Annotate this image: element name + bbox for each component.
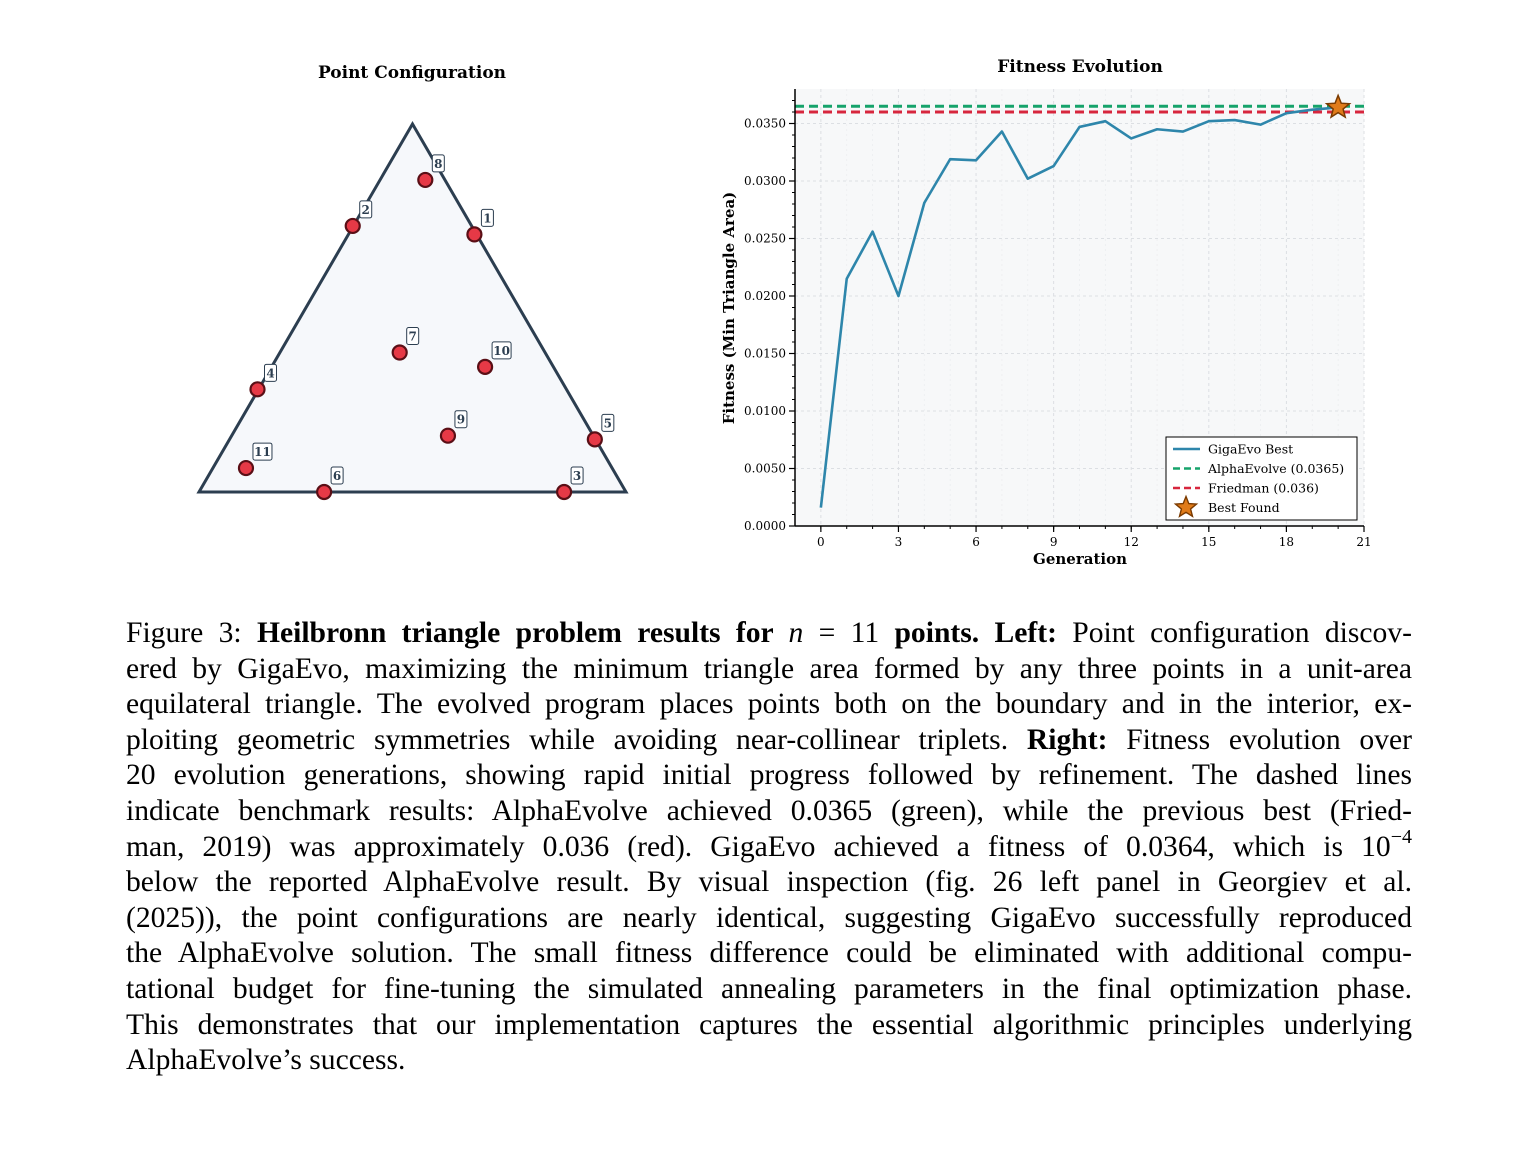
caption-segment: equilateral triangle. The evolved program places points both on the boundary and in the interior, ex-	[126, 688, 1412, 721]
point-marker	[467, 227, 481, 241]
point-label: 7	[408, 329, 417, 344]
x-tick-label: 3	[894, 535, 903, 549]
caption-segment: ploiting geometric symmetries while avoiding near-collinear triplets.	[126, 723, 1027, 756]
caption-line	[126, 616, 1412, 652]
caption-segment: Right:	[1026, 723, 1108, 756]
y-tick-label: 0.0150	[744, 346, 786, 361]
caption-line	[126, 652, 1412, 688]
y-tick-label: 0.0100	[744, 404, 786, 418]
caption-line	[126, 687, 1412, 723]
caption-segment: This demonstrates that our implementation captures the essential algorithmic principles underlying	[126, 1008, 1412, 1041]
point-label: 10	[493, 343, 510, 358]
legend-entry-label: GigaEvo Best	[1208, 441, 1294, 457]
caption-segment: the AlphaEvolve solution. The small fitness difference could be eliminated with additional compu-	[126, 937, 1412, 970]
x-tick-label: 15	[1201, 535, 1217, 549]
caption-segment: Heilbronn triangle problem results for	[256, 617, 789, 649]
point-marker	[588, 432, 602, 446]
chart-title: Fitness Evolution	[997, 57, 1163, 77]
caption-segment: Figure 3:	[126, 617, 257, 649]
x-tick-label: 18	[1278, 535, 1295, 549]
point-marker	[441, 429, 455, 443]
point-label: 1	[483, 211, 492, 226]
caption-segment: ered by GigaEvo, maximizing the minimum triangle area formed by any three points in a unit-area	[126, 652, 1412, 685]
caption-segment: below the reported AlphaEvolve result. By visual inspection (fig. 26 left panel in Georgiev et al.	[126, 866, 1412, 899]
point-marker	[478, 360, 492, 374]
point-marker	[250, 382, 264, 396]
y-tick-label: 0.0000	[744, 519, 786, 533]
point-label: 3	[572, 469, 582, 483]
caption-segment: indicate benchmark results: AlphaEvolve achieved 0.0365 (green), while the previous best (Fried-	[126, 794, 1412, 827]
point-marker	[317, 485, 331, 499]
y-tick-label: 0.0250	[744, 231, 786, 246]
y-tick-label: 0.0300	[744, 174, 786, 188]
point-label: 11	[254, 445, 271, 460]
caption-line	[126, 723, 1412, 759]
caption-segment: 20 evolution generations, showing rapid initial progress followed by refinement. The dashed lines	[126, 759, 1412, 792]
caption-line	[126, 865, 1412, 901]
point-marker	[393, 346, 407, 360]
point-configuration-panel	[199, 63, 626, 499]
caption-line	[126, 901, 1412, 937]
point-label: 2	[361, 202, 370, 217]
point-label: 9	[456, 412, 466, 427]
point-label: 4	[266, 366, 275, 381]
caption-segment: (2025)), the point configurations are nearly identical, suggesting GigaEvo successfully reproduced	[126, 901, 1412, 934]
caption-segment: Point configuration discov-	[1056, 617, 1412, 649]
y-axis-label: Fitness (Min Triangle Area)	[720, 191, 738, 425]
caption-line	[126, 758, 1412, 794]
caption-segment: man, 2019) was approximately 0.036 (red). GigaEvo achieved a fitness of 0.0364, which is 10	[126, 830, 1391, 863]
caption-segment: Fitness evolution over	[1107, 723, 1413, 756]
caption-line	[126, 972, 1412, 1008]
caption-line	[126, 1043, 1412, 1079]
caption-segment: AlphaEvolve’s success.	[126, 1044, 406, 1077]
caption-segment: −4	[1390, 825, 1412, 848]
point-label: 5	[603, 416, 613, 431]
x-tick-label: 9	[1049, 535, 1058, 549]
caption-segment: points. Left:	[894, 617, 1057, 649]
legend-entry-label: Best Found	[1208, 500, 1280, 515]
x-tick-label: 21	[1356, 535, 1372, 549]
legend-entry-label: Friedman (0.036)	[1208, 480, 1319, 496]
point-marker	[557, 485, 571, 499]
point-marker	[418, 173, 432, 187]
y-tick-label: 0.0350	[744, 116, 786, 131]
equilateral-triangle	[199, 124, 626, 492]
point-marker	[239, 461, 253, 475]
x-tick-label: 12	[1123, 535, 1139, 549]
point-label: 6	[332, 469, 342, 483]
caption-segment: = 11	[803, 617, 895, 649]
y-tick-label: 0.0050	[744, 461, 786, 476]
caption-segment: n	[788, 617, 804, 649]
caption-line	[126, 1008, 1412, 1044]
legend	[1166, 437, 1357, 520]
left-panel-title: Point Configuration	[317, 63, 507, 83]
figure-caption	[126, 616, 1412, 1079]
x-axis-label: Generation	[1033, 550, 1127, 568]
x-tick-label: 0	[817, 535, 825, 549]
x-tick-label: 6	[972, 535, 980, 549]
caption-line	[126, 825, 1412, 866]
caption-segment: tational budget for fine-tuning the simulated annealing parameters in the final optimization phase.	[126, 972, 1412, 1005]
y-tick-label: 0.0200	[744, 289, 786, 303]
point-marker	[346, 219, 360, 233]
point-label: 8	[434, 156, 443, 171]
caption-line	[126, 794, 1412, 830]
caption-line	[126, 936, 1412, 972]
fitness-evolution-panel	[720, 57, 1372, 568]
legend-entry-label: AlphaEvolve (0.0365)	[1208, 461, 1345, 476]
